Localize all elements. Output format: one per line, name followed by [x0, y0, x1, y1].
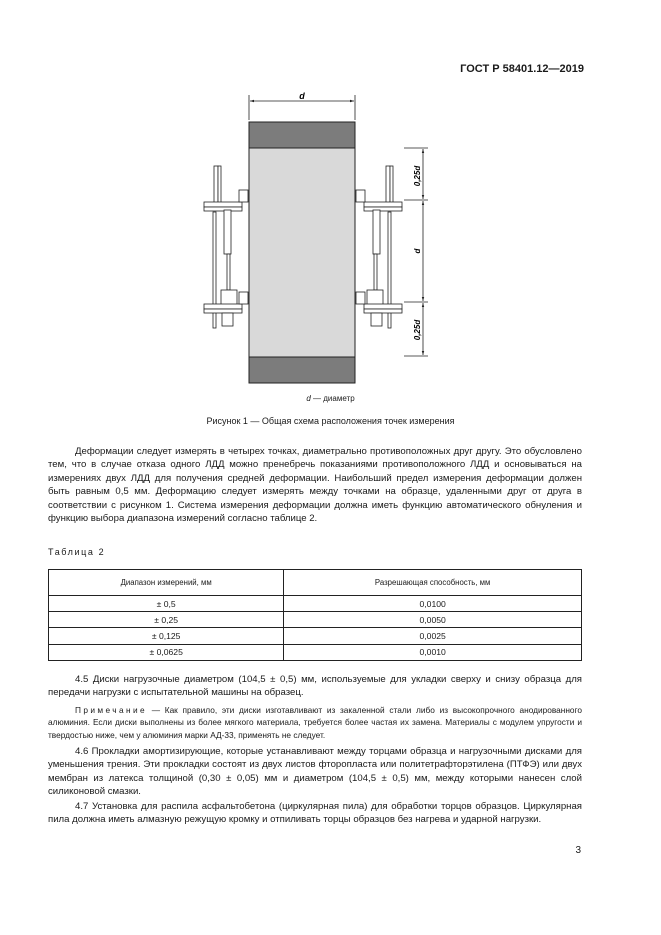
table-row: [49, 612, 582, 628]
top-loading-disk: [249, 122, 355, 148]
table-header-range: Диапазон измерений, мм: [49, 570, 284, 596]
paragraph-4-5: 4.5 Диски нагрузочные диаметром (104,5 ± 0,5) мм, используемые для укладки сверху и снизу образца для передачи нагрузки с испытательной машины на образец.: [48, 674, 582, 699]
note: [48, 704, 582, 741]
table-row: [49, 596, 582, 612]
standard-header: ГОСТ Р 58401.12—2019: [460, 63, 584, 75]
dim-upper-label: 0,25d: [413, 165, 422, 187]
resolution-cell: 0,0100: [284, 596, 582, 612]
note-text: — Как правило, эти диски изготавливают из закаленной стали либо из высокопрочного анодированного алюминия. Если диски выполнены из более мягкого материала, требуется более частая их замена. Материалы с модулем упругости и твердостью ниже, чем у алюминия марки АД-33, применять не следует.: [48, 705, 582, 740]
bottom-loading-disk: [249, 357, 355, 383]
legend-symbol: d: [306, 394, 311, 403]
table-row: [49, 628, 582, 644]
specimen-body: [249, 148, 355, 357]
table-row: [49, 644, 582, 660]
table-header-resolution: Разрешающая способность, мм: [284, 570, 582, 596]
right-lvdt-gauge: [356, 166, 402, 328]
range-cell: ± 0,0625: [49, 644, 284, 660]
measurement-scheme-figure: [185, 86, 445, 386]
resolution-cell: 0,0050: [284, 612, 582, 628]
range-cell: ± 0,5: [49, 596, 284, 612]
paragraph-4-7: 4.7 Установка для распила асфальтобетона (циркулярная пила) для обработки торцов образцов. Циркулярная пила должна иметь алмазную режущую кромку и отпиливать торцы образцов без нагрева и ударной нагрузки.: [48, 801, 582, 826]
paragraph-deformation: Деформации следует измерять в четырех точках, диаметрально противоположных друг другу. Это обусловлено тем, что в случае отказа одного ЛДД можно пренебречь показаниями противоположного ЛДД и основываться на измерениях двух ЛДД для получения средней деформации. Наибольший предел измерения деформации должен быть равным 0,5 мм. Деформацию следует измерять между точками на образце, удаленными друг от друга в соответствии с рисунком 1. Система измерения деформации должна иметь функцию автоматического обнуления и функцию выбора диапазона измерений согласно таблице 2.: [48, 446, 582, 525]
paragraph-4-6: 4.6 Прокладки амортизирующие, которые устанавливают между торцами образца и нагрузочными дисками для уменьшения трения. Эти прокладки состоят из двух листов фторопласта или политетрафторэтилена (ПТФЭ) или двух мембран из латекса толщиной (0,30 ± 0,05) мм и диаметром (104,5 ± 0,5) мм, между которыми нанесен слой силиконовой смазки.: [48, 746, 582, 798]
page-number: 3: [575, 845, 581, 856]
left-lvdt-gauge: [204, 166, 248, 328]
figure-legend: [0, 394, 661, 403]
legend-text: — диаметр: [313, 394, 355, 403]
resolution-cell: 0,0025: [284, 628, 582, 644]
resolution-cell: 0,0010: [284, 644, 582, 660]
dim-lower-label: 0,25d: [413, 319, 422, 341]
range-cell: ± 0,125: [49, 628, 284, 644]
dim-middle-label: d: [413, 248, 422, 254]
dim-top-label: d: [299, 91, 305, 101]
measurement-range-table: [48, 569, 582, 661]
table-label: Таблица 2: [48, 547, 106, 557]
range-cell: ± 0,25: [49, 612, 284, 628]
figure-caption: Рисунок 1 — Общая схема расположения точек измерения: [206, 416, 455, 426]
note-label: Примечание: [75, 705, 148, 715]
